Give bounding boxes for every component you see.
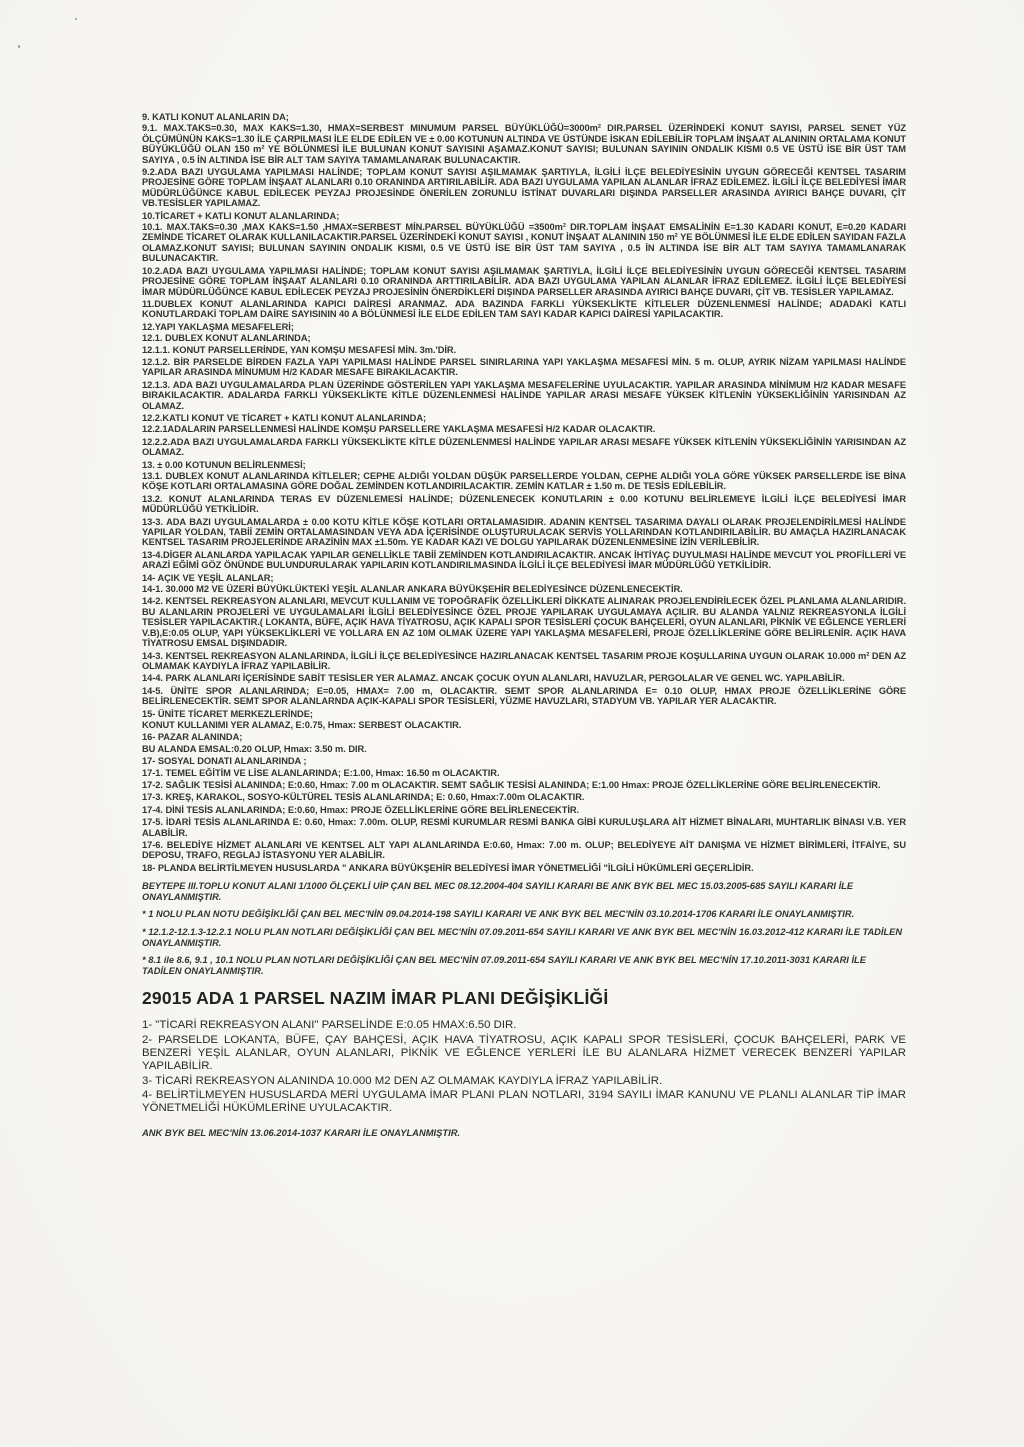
- note-17-6: 17-6. BELEDİYE HİZMET ALANLARI VE KENTSEL ALT YAPI ALANLARINDA E:0.60, Hmax: 7.00 m. OLUP; BELEDİYEYE AİT DANIŞMA VE HİZMET BİRİMLERİ, İTFAİYE, SU DEPOSU, TRAFO, REGLAJ İSTASYONU YER ALABİLİR.: [142, 840, 906, 861]
- heading-12-1: 12.1. DUBLEX KONUT ALANLARINDA;: [142, 333, 311, 344]
- note-12-1-3: 12.1.3. ADA BAZI UYGULAMALARDA PLAN ÜZERİNDE GÖSTERİLEN YAPI YAKLAŞMA MESAFELERİNE UYULACAKTIR. YAPILAR ARASINDA MİNİMUM H/2 KADAR MESAFE BIRAKILACAKTIR. ADALARDA FARKLI YÜKSEKLİKTE KİTLE DÜZENLENMESİ HALİNDE YAPILAR ARASI MESAFE YÜKSEK KİTLENİN YÜKSEKLİĞİNİN YARISINDAN AZ OLAMAZ.: [142, 379, 906, 411]
- approval-references: [142, 881, 906, 976]
- note-17-2: 17-2. SAĞLIK TESİSİ ALANINDA; E:0.60, Hmax: 7.00 m OLACAKTIR. SEMT SAĞLIK TESİSİ ALANINDA; E:1.00 Hmax: PROJE ÖZELLİKLERİNE GÖRE BELİRLENECEKTİR.: [142, 779, 881, 790]
- amendment-item-4: 4- BELİRTİLMEYEN HUSUSLARDA MERİ UYGULAMA İMAR PLANI PLAN NOTLARI, 3194 SAYILI İMAR KANUNU VE PLANLI ALANLAR TİP İMAR YÖNETMELİĞİ HÜKÜMLERİNE UYULACAKTIR.: [142, 1089, 906, 1115]
- heading-12-2: 12.2.KATLI KONUT VE TİCARET + KATLI KONUT ALANLARINDA;: [142, 412, 427, 423]
- note-14-5: 14-5. ÜNİTE SPOR ALANLARINDA; E=0.05, HMAX= 7.00 m, OLACAKTIR. SEMT SPOR ALANLARINDA E= 0.10 OLUP, HMAX PROJE ÖZELLİKLERİNE GÖRE BELİRLENECEKTİR. SEMT SPOR ALANLARNDA AÇIK-KAPALI SPOR TESİSLERİ, YÜZME HAVUZLARI, STADYUM VB. YAPILAR YER ALACAKTIR.: [142, 685, 906, 707]
- amendment-item-2: 2- PARSELDE LOKANTA, BÜFE, ÇAY BAHÇESİ, AÇIK HAVA TİYATROSU, AÇIK KAPALI SPOR TESİSLERİ, ÇOCUK BAHÇELERİ, PARK VE BENZERİ YEŞİL ALANLAR, OYUN ALANLARI, PİKNİK VE EĞLENCE YERLERİ İLE BU ALANLARA HİZMET VERECEK BENZERİ YAPILAR YAPILABİLİR.: [142, 1034, 906, 1072]
- note-14-3: 14-3. KENTSEL REKREASYON ALANLARINDA, İLGİLİ İLÇE BELEDİYESİNCE HAZIRLANACAK KENTSEL TASARIM PROJE KOŞULLARINA UYGUN OLARAK 10.000 m² DEN AZ OLMAMAK KAYDIYLA İFRAZ YAPILABİLİR.: [142, 650, 906, 671]
- amendment-items: [142, 1019, 906, 1115]
- heading-15: 15- ÜNİTE TİCARET MERKEZLERİNDE;: [142, 708, 313, 719]
- reference-2: * 1 NOLU PLAN NOTU DEĞİŞİKLİĞİ ÇAN BEL MEC'NİN 09.04.2014-198 SAYILI KARARI VE ANK BYK BEL MEC'NİN 03.10.2014-1706 KARARI İLE ONAYLANMIŞTIR.: [142, 909, 855, 920]
- note-12-1-2: 12.1.2. BİR PARSELDE BİRDEN FAZLA YAPI YAPILMASI HALİNDE PARSEL SINIRLARINA YAPI YAKLAŞMA MESAFESİ MİN. 5 m. OLUP, AYRIK NİZAM YAPILMASI HALİNDE YAPILAR ARASINDA MİNUMUM H/2 KADAR MESAFE BIRAKILACAKTIR.: [142, 356, 906, 378]
- note-9-2: 9.2.ADA BAZI UYGULAMA YAPILMASI HALİNDE; TOPLAM KONUT SAYISI AŞILMAMAK ŞARTIYLA, İLGİLİ İLÇE BELEDİYESİNİN UYGUN GÖRECEĞİ KENTSEL TASARIM PROJESİNE GÖRE TOPLAM İNŞAAT ALANLARI 0.10 ORANINDA ARTIRILABİLİR. ADA BAZI UYGULAMA YAPILAN ALANLAR İFRAZ EDİLEMEZ. İLGİLİ İLÇE BELEDİYESİ İMAR MÜDÜRLÜĞÜNCE KABUL EDİLECEK PEYZAJ PROJESİNDE ÖNERİLEN ZORUNLU İSTİNAT DUVARLARI DIŞINDA PARSELLER ARASINDA AYIRICI BAHÇE DUVARI, ÇİT VB.TESİSLER YAPILAMAZ.: [142, 167, 906, 209]
- note-14-4: 14-4. PARK ALANLARI İÇERİSİNDE SABİT TESİSLER YER ALAMAZ. ANCAK ÇOCUK OYUN ALANLARI, HAVUZLAR, PERGOLALAR VE GENEL WC. YAPILABİLİR.: [142, 673, 845, 684]
- note-13-3: 13-3. ADA BAZI UYGULAMALARDA ± 0.00 KOTU KİTLE KÖŞE KOTLARI ORTALAMASIDIR. ADANIN KENTSEL TASARIMA DAYALI OLARAK PROJELENDİRİLMESİ HALİNDE YAPILAR YOLDAN, TABİİ ZEMİN ORTALAMASINDAN VEYA ADA İÇERİSİNDE OLUŞTURULACAK SERVİS YOLLARINDAN KOTLANDIRILABİLİR. BU AMAÇLA HAZIRLANACAK KENTSEL TASARIM PROJELERİNDE ARAZİNİN MAX ±1.50m. YE KADAR KAZI VE DOLGU YAPILARAK DÜZENLENMESİNE İZİN VERİLEBİLİR.: [142, 516, 906, 548]
- amendment-heading: 29015 ADA 1 PARSEL NAZIM İMAR PLANI DEĞİŞİKLİĞİ: [142, 988, 609, 1009]
- note-16: BU ALANDA EMSAL:0.20 OLUP, Hmax: 3.50 m. DIR.: [142, 743, 367, 754]
- note-12-1-1: 12.1.1. KONUT PARSELLERİNDE, YAN KOMŞU MESAFESİ MİN. 3m.'DİR.: [142, 344, 457, 355]
- reference-3: * 12.1.2-12.1.3-12.2.1 NOLU PLAN NOTLARI DEĞİŞİKLİĞİ ÇAN BEL MEC'NİN 07.09.2011-654 SAYILI KARARI VE ANK BYK BEL MEC'NİN 16.03.2012-412 KARARI İLE TADİLEN ONAYLANMIŞTIR.: [142, 927, 903, 948]
- note-13-2: 13.2. KONUT ALANLARINDA TERAS EV DÜZENLEMESİ HALİNDE; DÜZENLENECEK KONUTLARIN ± 0.00 KOTUNU BELİRLEMEYE İLGİLİ İLÇE BELEDİYESİ İMAR MÜDÜRLÜĞÜ YETKİLİDİR.: [142, 493, 906, 515]
- note-13-1: 13.1. DUBLEX KONUT ALANLARINDA KİTLELER; CEPHE ALDIĞI YOLDAN DÜŞÜK PARSELLERDE YOLDAN, CEPHE ALDIĞI YOLA GÖRE YÜKSEK PARSELLERDE İSE BİNA KÖŞE KOTLARI ORTALAMASINA GÖRE DOĞAL ZEMİNDEN KOTLANDIRILACAKTIR. ZEMİN KATLAR ± 1.50 m. DE TESİS EDİLEBİLİR.: [142, 471, 906, 492]
- note-13-4: 13-4.DİGER ALANLARDA YAPILACAK YAPILAR GENELLİKLE TABİİ ZEMİNDEN KOTLANDIRILACAKTIR. ANCAK İHTİYAÇ DUYULMASI HALİNDE MEVCUT YOL PROFİLLERİ VE ARAZİ EĞİMİ GÖZ ÖNÜNDE BULUNDURULARAK YAPILARIN KOTLANDIRILMASINDA İLGİLİ İLÇE BELEDİYESİ İMAR MÜDÜRLÜĞÜ YETKİLİDİR.: [142, 549, 906, 571]
- note-17-5: 17-5. İDARİ TESİS ALANLARINDA E: 0.60, Hmax: 7.00m. OLUP, RESMİ KURUMLAR RESMİ BANKA GİBİ KURULUŞLARA AİT HİZMET BİNALARI, MUHTARLIK BİNASI V.B. YER ALABİLİR.: [142, 817, 906, 838]
- note-17-3: 17-3. KREŞ, KARAKOL, SOSYO-KÜLTÜREL TESİS ALANLARINDA; E: 0.60, Hmax:7.00m OLACAKTIR.: [142, 792, 585, 803]
- final-approval-note: ANK BYK BEL MEC'NİN 13.06.2014-1037 KARARI İLE ONAYLANMIŞTIR.: [142, 1126, 461, 1138]
- heading-10: 10.TİCARET + KATLI KONUT ALANLARINDA;: [142, 210, 340, 221]
- note-14-2: 14-2. KENTSEL REKREASYON ALANLARI, MEVCUT KULLANIM VE TOPOĞRAFİK ÖZELLİKLERİ DİKKATE ALINARAK PROJELENDİRİLECEK ÖZEL PLANLAMA ALANLARIDIR. BU ALANLARIN PROJELERİ VE UYGULAMALARI İLGİLİ BELEDİYESİNCE ÖZEL PROJE YAPILARAK UYGULAMAYA AÇILIR. BU ALANDA YALNIZ REKREASYONLA İLGİLİ TESİSLER YAPILACAKTIR.( LOKANTA, BÜFE, AÇIK HAVA TİYATROSU, AÇIK KAPALI SPOR TESİSLERİ ÇOCUK BAHÇELERİ, OYUN ALANLARI, PİKNİK VE EĞLENCE YERLERİ V.B),E:0.05 OLUP, YAPI YÜKSEKLİKLERİ VE YOLLARA EN AZ 10M OLMAK ÜZERE YAPI YAKLAŞMA MESAFELERİ, PROJE ÖZELLİKLERİNE GÖRE BELİRLENİR. AÇIK HAVA TİYATROSU EMSAL DIŞINDADIR.: [142, 596, 906, 649]
- heading-13: 13. ± 0.00 KOTUNUN BELİRLENMESİ;: [142, 459, 306, 470]
- reference-4: * 8.1 ile 8.6, 9.1 , 10.1 NOLU PLAN NOTLARI DEĞİŞİKLİĞİ ÇAN BEL MEC'NİN 07.09.2011-654 SAYILI KARARI VE ANK BYK BEL MEC'NİN 17.10.2011-3031 KARARI İLE TADİLEN ONAYLANMIŞTIR.: [142, 955, 866, 976]
- note-11: 11.DUBLEX KONUT ALANLARINDA KAPICI DAİRESİ ARANMAZ. ADA BAZINDA FARKLI YÜKSEKLİKTE KİTLELER DÜZENLENMESİ HALİNDE; ADADAKİ KATLI KONUTLARDAKİ TOPLAM DAİRE SAYISININ 40 A BÖLÜNMESİ İLE ELDE EDİLEN TAM SAYI KADAR KAPICI DAİRESİ YAPILACAKTIR.: [142, 298, 906, 320]
- heading-12: 12.YAPI YAKLAŞMA MESAFELERİ;: [142, 321, 294, 332]
- note-18: 18- PLANDA BELİRTİLMEYEN HUSUSLARDA " ANKARA BÜYÜKŞEHİR BELEDİYESİ İMAR YÖNETMELİĞİ "İLGİLİ HÜKÜMLERİ GEÇERLİDİR.: [142, 862, 754, 873]
- heading-14: 14- AÇIK VE YEŞİL ALANLAR;: [142, 572, 274, 583]
- note-10-1: 10.1. MAX.TAKS=0.30 ,MAX KAKS=1.50 ,HMAX=SERBEST MİN.PARSEL BÜYÜKLÜĞÜ =3500m² DIR.TOPLAM İNŞAAT EMSALİNİN E=1.30 KADARI KONUT, E=0.20 KADARI ZEMİNDE TİCARET OLARAK KULLANILACAKTIR.PARSEL ÜZERİNDEKİ KONUT SAYISI , KONUT İNŞAAT ALANININ 150 m² YE BÖLÜNMESİ İLE ELDE EDİLEN SAYIDAN FAZLA OLAMAZ.KONUT SAYISI; BULUNAN SAYININ ONDALIK KISMI, 0.5 VE ÜSTÜ İSE BİR ÜST TAM SAYIYA , 0.5 İN ALTINDA İSE BİR ALT TAM SAYIYA TAMAMLANARAK BULUNACAKTIR.: [142, 222, 906, 264]
- heading-16: 16- PAZAR ALANINDA;: [142, 732, 243, 743]
- reference-1: BEYTEPE III.TOPLU KONUT ALANI 1/1000 ÖLÇEKLİ UİP ÇAN BEL MEC 08.12.2004-404 SAYILI KARARI BE ANK BYK BEL MEC 15.03.2005-685 SAYILI KARARI İLE ONAYLANMIŞTIR.: [142, 881, 854, 902]
- note-15: KONUT KULLANIMI YER ALAMAZ, E:0.75, Hmax: SERBEST OLACAKTIR.: [142, 719, 462, 730]
- plan-notes-section: [142, 112, 906, 873]
- heading-9: 9. KATLI KONUT ALANLARIN DA;: [142, 112, 289, 122]
- note-12-2-2: 12.2.2.ADA BAZI UYGULAMALARDA FARKLI YÜKSEKLİKTE KİTLE DÜZENLENMESİ HALİNDE YAPILAR ARASI MESAFE YÜKSEK KİTLENİN YÜKSEKLİĞİNİN YARISINDAN AZ OLAMAZ.: [142, 436, 906, 458]
- note-17-4: 17-4. DİNİ TESİS ALANLARINDA; E:0.60, Hmax: PROJE ÖZELLİKLERİNE GÖRE BELİRLENECEKTİR.: [142, 804, 580, 815]
- note-12-2-1: 12.2.1ADALARIN PARSELLENMESİ HALİNDE KOMŞU PARSELLERE YAKLAŞMA MESAFESİ H/2 KADAR OLACAKTIR.: [142, 424, 656, 435]
- amendment-item-1: 1- "TİCARİ REKREASYON ALANI" PARSELİNDE E:0.05 HMAX:6.50 DIR.: [142, 1019, 517, 1032]
- note-14-1: 14-1. 30.000 M2 VE ÜZERİ BÜYÜKLÜKTEKİ YEŞİL ALANLAR ANKARA BÜYÜKŞEHİR BELEDİYESİNCE DÜZENLENECEKTİR.: [142, 584, 683, 595]
- note-9-1: 9.1. MAX.TAKS=0.30, MAX KAKS=1.30, HMAX=SERBEST MINUMUM PARSEL BÜYÜKLÜĞÜ=3000m² DIR.PARSEL ÜZERİNDEKİ KONUT SAYISI, PARSEL SENET YÜZ ÖLÇÜMÜNÜN KAKS=1.30 İLE ÇARPILMASI İLE ELDE EDİLEN VE ± 0.00 KOTUNUN ALTINDA VE ÜSTÜNDE İSKAN EDİLEBİLİR TOPLAM İNŞAAT ALANININ ORTALAMA KONUT BÜYÜKLÜĞÜ OLAN 150 m² YE BÖLÜNMESİ İLE BULUNAN KONUT SAYISINI AŞAMAZ.KONUT SAYISI; BULUNAN SAYININ ONDALIK KISMI 0.5 VE ÜSTÜ İSE BİR ÜST TAM SAYIYA , 0.5 İN ALTINDA İSE BİR ALT TAM SAYIYA TAMAMLANARAK BULUNACAKTIR.: [142, 123, 906, 165]
- note-17-1: 17-1. TEMEL EĞİTİM VE LİSE ALANLARINDA; E:1.00, Hmax: 16.50 m OLACAKTIR.: [142, 767, 500, 778]
- heading-17: 17- SOSYAL DONATI ALANLARINDA ;: [142, 756, 307, 767]
- amendment-item-3: 3- TİCARİ REKREASYON ALANINDA 10.000 M2 DEN AZ OLMAMAK KAYDIYLA İFRAZ YAPILABİLİR.: [142, 1074, 663, 1087]
- note-10-2: 10.2.ADA BAZI UYGULAMA YAPILMASI HALİNDE; TOPLAM KONUT SAYISI AŞILMAMAK ŞARTIYLA, İLGİLİ İLÇE BELEDİYESİNİN UYGUN GÖRECEĞİ KENTSEL TASARIM PROJESİNE GÖRE TOPLAM İNŞAAT ALANLARI 0.10 ORANINDA ARTTIRILABİLİR. ADA BAZI UYGULAMA YAPILAN ALANLAR İFRAZ EDİLEMEZ. İLGİLİ İLÇE BELEDİYESİ İMAR MÜDÜRLÜĞÜNCE KABUL EDİLECEK PEYZAJ PROJESİNİN ÖNERDİKLERİ DIŞINDA PARSELLER ARASINDA AYIRICI BAHÇE DUVARI, ÇİT VB. TESİSLER YAPILAMAZ.: [142, 265, 906, 297]
